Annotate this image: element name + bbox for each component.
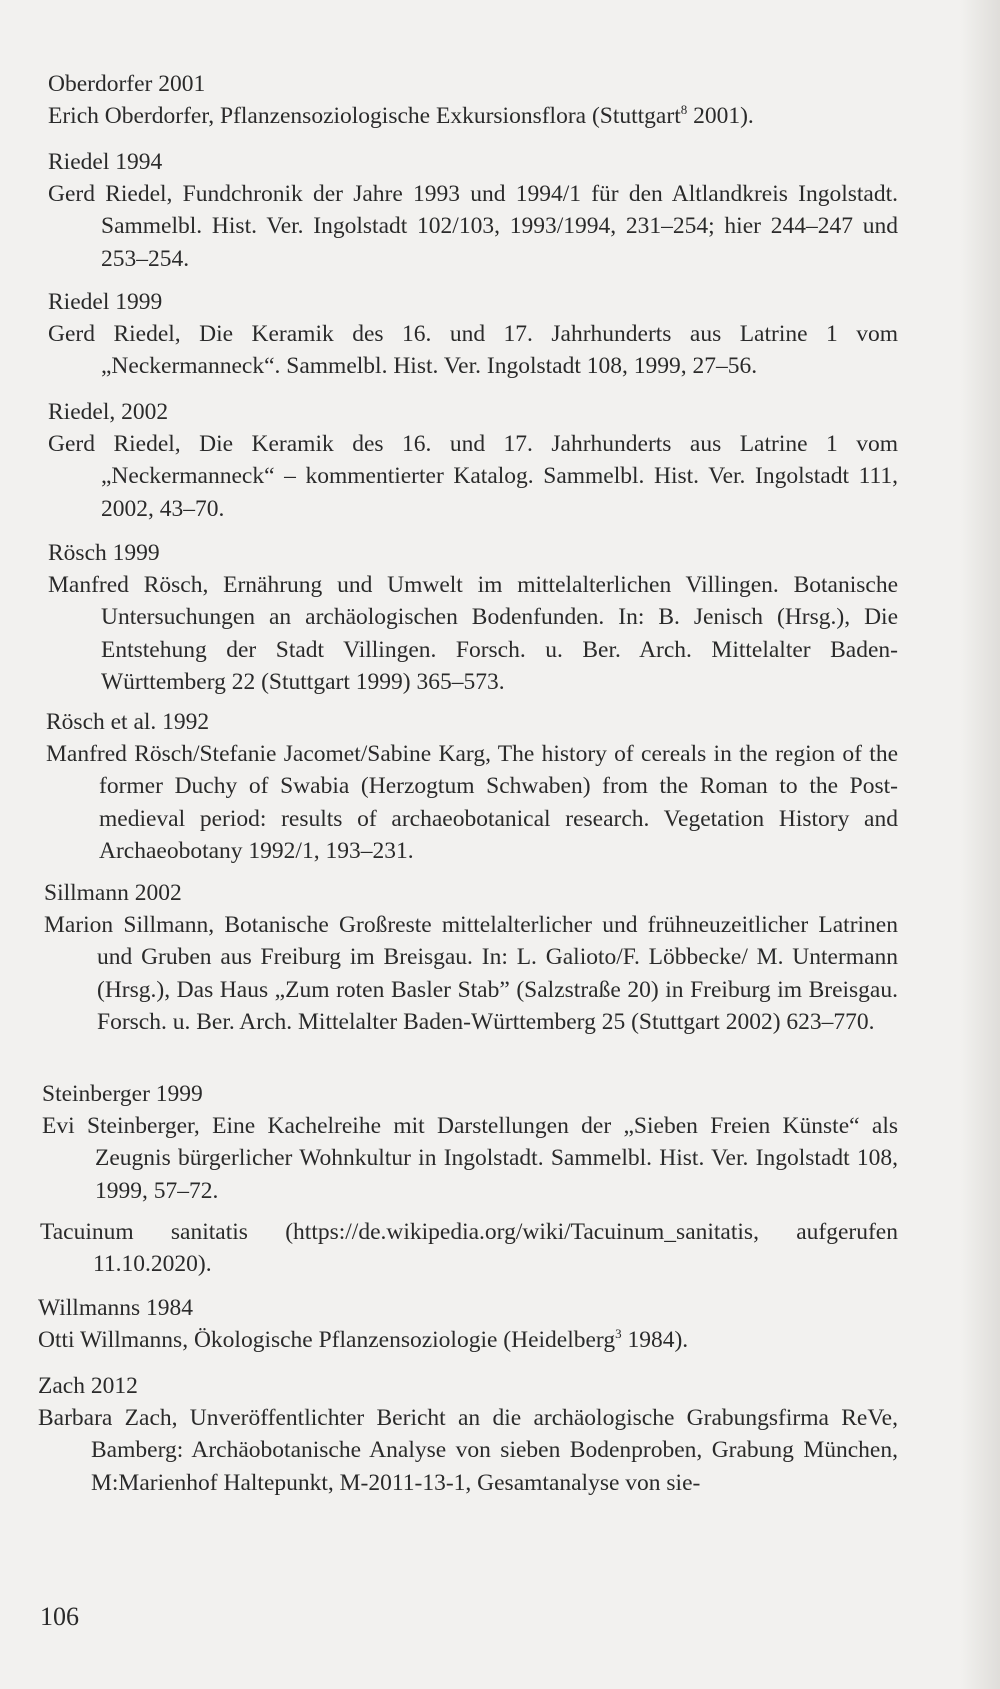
bib-entry-sillmann-2002 <box>44 877 898 1038</box>
bib-reference: Manfred Rösch/Stefanie Jacomet/Sabine Karg, The history of cereals in the region of the former Duchy of Swabia (Herzogtum Schwaben) from the Roman to the Post-medieval period: results of archaeobotanical research. Vegetation History and Archaeobotany 1992/1, 193–231. <box>46 741 898 864</box>
bib-entry-roesch-1999 <box>48 537 898 698</box>
bib-entry-riedel-1994 <box>48 146 898 275</box>
bib-key: Zach 2012 <box>38 1373 138 1399</box>
bib-reference: Marion Sillmann, Botanische Großreste mittelalterlicher und frühneuzeitlicher Latrinen und Gruben aus Freiburg im Breisgau. In: L. Galioto/F. Löbbecke/ M. Untermann (Hrsg.), Das Haus „Zum roten Basler Stab” (Salzstraße 20) in Freiburg im Breisgau. Forsch. u. Ber. Arch. Mittelalter Baden-Württemberg 25 (Stuttgart 2002) 623–770. <box>44 912 898 1035</box>
bib-reference: Manfred Rösch, Ernährung und Umwelt im mittelalterlichen Villingen. Botanische Untersuchungen an archäologischen Bodenfunden. In: B. Jenisch (Hrsg.), Die Entstehung der Stadt Villingen. Forsch. u. Ber. Arch. Mittelalter Baden-Württemberg 22 (Stuttgart 1999) 365–573. <box>48 572 898 695</box>
bib-key: Oberdorfer 2001 <box>48 71 206 97</box>
bib-reference: Gerd Riedel, Fundchronik der Jahre 1993 und 1994/1 für den Altlandkreis Ingolstadt. Sammelbl. Hist. Ver. Ingolstadt 102/103, 1993/1994, 231–254; hier 244–247 und 253–254. <box>48 181 898 272</box>
bib-reference: Barbara Zach, Unveröffentlichter Bericht an die archäologische Grabungsfirma ReVe, Bamberg: Archäobotanische Analyse von sieben Bodenproben, Grabung München, M:Marienhof Haltepunkt, M-2011-13-1, Gesamtanalyse von sie- <box>38 1405 898 1496</box>
bib-entry-oberdorfer-2001 <box>48 68 898 132</box>
bib-key: Riedel 1999 <box>48 289 163 315</box>
bib-reference: Evi Steinberger, Eine Kachelreihe mit Darstellungen der „Sieben Freien Künste“ als Zeugnis bürgerlicher Wohnkultur in Ingolstadt. Sammelbl. Hist. Ver. Ingolstadt 108, 1999, 57–72. <box>42 1113 898 1204</box>
bib-reference: Tacuinum sanitatis (https://de.wikipedia.org/wiki/Tacuinum_sanitatis, aufgerufen 11.10.2020). <box>40 1219 898 1278</box>
bib-key: Sillmann 2002 <box>44 880 182 906</box>
bib-key: Riedel 1994 <box>48 149 163 175</box>
bib-key: Steinberger 1999 <box>42 1081 203 1107</box>
bib-key: Rösch et al. 1992 <box>46 709 210 735</box>
edition-superscript: 8 <box>680 102 688 118</box>
edition-superscript: 3 <box>615 1326 622 1342</box>
page-number: 106 <box>40 1602 79 1631</box>
bib-key: Willmanns 1984 <box>38 1295 194 1321</box>
bib-reference: Otti Willmanns, Ökologische Pflanzensoziologie (Heidelberg$^3$ 1984). <box>38 1326 689 1354</box>
bib-entry-steinberger-1999 <box>42 1078 898 1207</box>
bib-key: Rösch 1999 <box>48 540 160 566</box>
bib-entry-riedel-2002 <box>48 396 898 525</box>
bib-entry-riedel-1999 <box>48 286 898 383</box>
bib-entry-zach-2012 <box>38 1370 898 1499</box>
bib-entry-roesch-1992 <box>46 706 898 867</box>
bib-reference: Gerd Riedel, Die Keramik des 16. und 17. Jahrhunderts aus Latrine 1 vom „Neckermanneck“ – kommentierter Katalog. Sammelbl. Hist. Ver. Ingolstadt 111, 2002, 43–70. <box>48 431 898 522</box>
bib-entry-willmanns-1984 <box>38 1292 898 1356</box>
bib-reference: Erich Oberdorfer, Pflanzensoziologische Exkursionsflora (Stuttgart$^8$ 2001). <box>48 102 754 130</box>
bib-reference: Gerd Riedel, Die Keramik des 16. und 17. Jahrhunderts aus Latrine 1 vom „Neckermanneck“. Sammelbl. Hist. Ver. Ingolstadt 108, 1999, 27–56. <box>48 321 898 380</box>
page-gutter-shadow <box>960 0 1000 1689</box>
bib-entry-tacuinum-sanitatis <box>40 1216 898 1280</box>
bib-key: Riedel, 2002 <box>48 399 169 425</box>
